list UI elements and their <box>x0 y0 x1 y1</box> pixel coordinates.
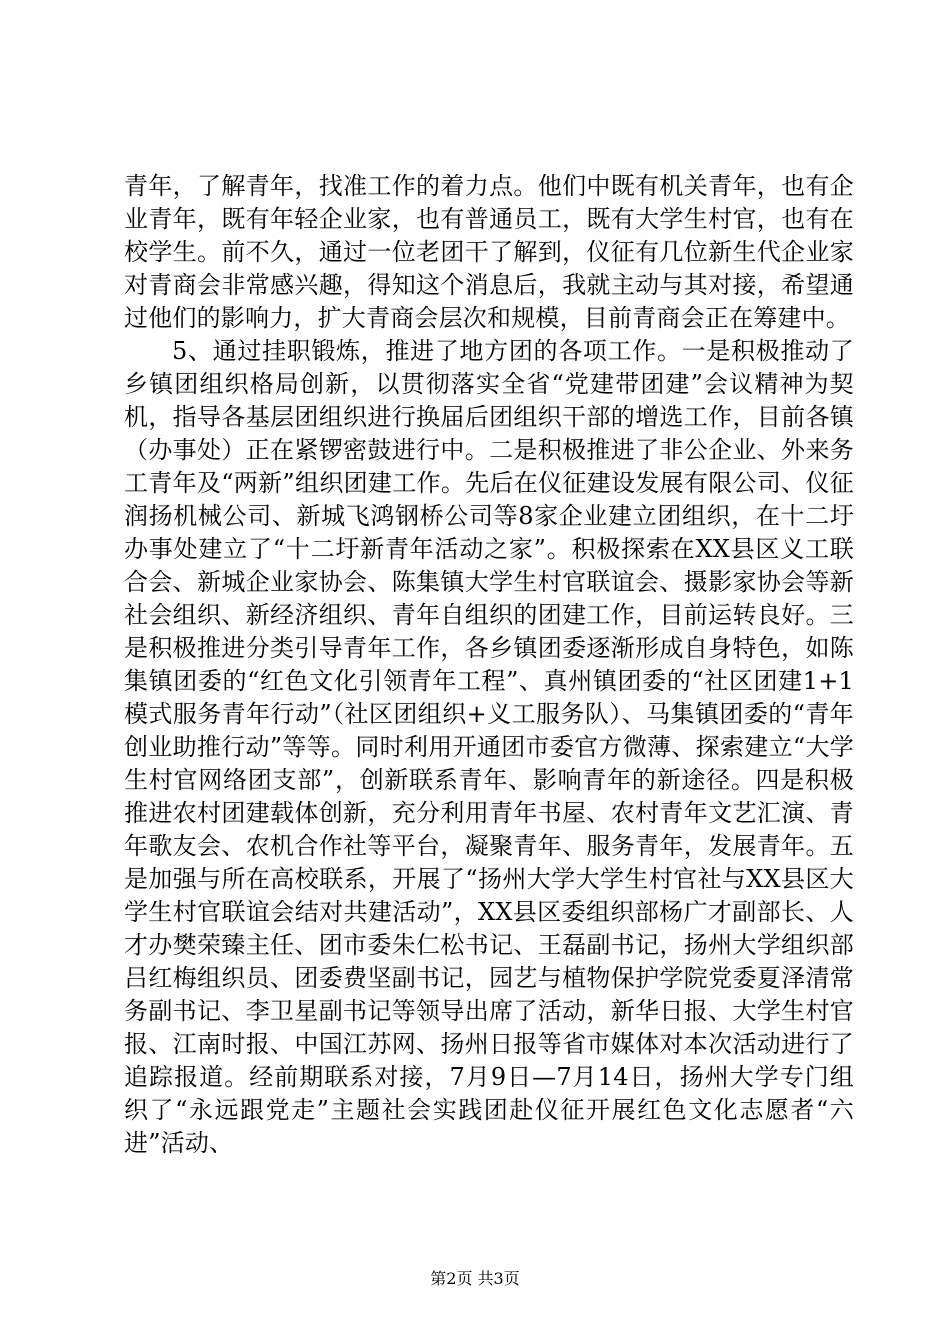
page-footer <box>0 1269 950 1289</box>
paragraph-item-5: 5、通过挂职锻炼，推进了地方团的各项工作。一是积极推动了乡镇团组织格局创新，以贯彻落实全省“党建带团建”会议精神为契机，指导各基层团组织进行换届后团组织干部的增选工作，目前各镇（办事处）正在紧锣密鼓进行中。二是积极推进了非公企业、外来务工青年及“两新”组织团建工作。先后在仪征建设发展有限公司、仪征润扬机械公司、新城飞鸿钢桥公司等8家企业建立团组织，在十二圩办事处建立了“十二圩新青年活动之家”。积极探索在XX县区义工联合会、新城企业家协会、陈集镇大学生村官联谊会、摄影家协会等新社会组织、新经济组织、青年自组织的团建工作，目前运转良好。三是积极推进分类引导青年工作，各乡镇团委逐渐形成自身特色，如陈集镇团委的“红色文化引领青年工程”、真州镇团委的“社区团建1+1模式服务青年行动”（社区团组织+义工服务队）、马集镇团委的“青年创业助推行动”等等。同时利用开通团市委官方微薄、探索建立“大学生村官网络团支部”，创新联系青年、影响青年的新途径。四是积极推进农村团建载体创新，充分利用青年书屋、农村青年文艺汇演、青年歌友会、农机合作社等平台，凝聚青年、服务青年，发展青年。五是加强与所在高校联系，开展了“扬州大学大学生村官社与XX县区大学生村官联谊会结对共建活动”，XX县区委组织部杨广才副部长、人才办樊荣臻主任、团市委朱仁松书记、王磊副书记，扬州大学组织部吕红梅组织员、团委费坚副书记，园艺与植物保护学院党委夏泽清常务副书记、李卫星副书记等领导出席了活动，新华日报、大学生村官报、江南时报、中国江苏网、扬州日报等省市媒体对本次活动进行了追踪报道。经前期联系对接，7月9日—7月14日，扬州大学专门组织了“永远跟党走”主题社会实践团赴仪征开展红色文化志愿者“六进”活动、 <box>124 337 854 1157</box>
page-number-label: 第2页 共3页 <box>430 1269 520 1288</box>
paragraph-continuation: 青年，了解青年，找准工作的着力点。他们中既有机关青年，也有企业青年，既有年轻企业家，也有普通员工，既有大学生村官，也有在校学生。前不久，通过一位老团干了解到，仪征有几位新生代企业家对青商会非常感兴趣，得知这个消息后，我就主动与其对接，希望通过他们的影响力，扩大青商会层次和规模，目前青商会正在筹建中。 <box>124 172 854 332</box>
document-body <box>124 170 854 1160</box>
